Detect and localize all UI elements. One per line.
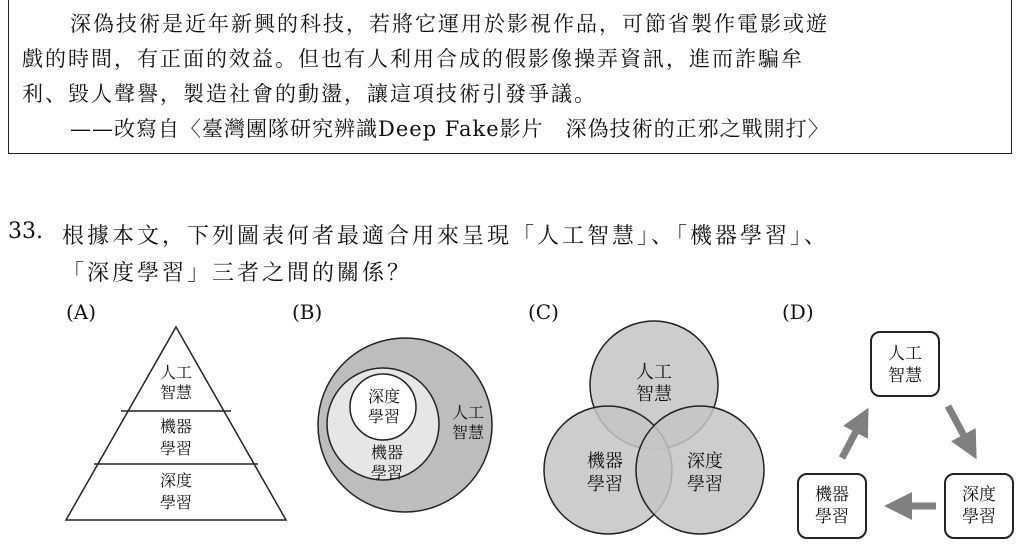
option-a-bottom-line-2: 學習	[159, 493, 193, 512]
option-b-outer-line-2: 智慧	[451, 423, 485, 442]
option-d-top-line-1: 人工	[888, 344, 922, 364]
question-line-2: 「深度學習」三者之間的關係？	[62, 261, 413, 286]
option-c-right-line-2: 學習	[687, 474, 723, 495]
option-a-label: (A)	[66, 300, 97, 324]
option-b-middle-line-1: 機器	[370, 443, 404, 462]
question-number: 33.	[8, 219, 43, 244]
option-d-left-line-2: 學習	[815, 507, 849, 527]
option-b-inner-line-1: 深度	[367, 387, 401, 406]
arrow-left-to-top	[842, 420, 862, 458]
option-c-left-line-2: 學習	[587, 474, 623, 495]
option-d-label: (D)	[782, 300, 814, 324]
option-d-right-line-1: 深度	[962, 485, 996, 505]
option-c-label: (C)	[528, 300, 559, 324]
option-b-outer-line-1: 人工	[451, 403, 485, 422]
option-a-top-line-1: 人工	[159, 363, 193, 382]
option-c-venn	[544, 321, 764, 534]
option-b-inner-line-2: 學習	[367, 407, 401, 426]
option-a-mid-line-1: 機器	[159, 417, 193, 436]
option-b-middle-line-2: 學習	[370, 463, 404, 482]
option-d-left-line-1: 機器	[815, 485, 849, 505]
option-c-top-line-2: 智慧	[636, 384, 672, 405]
question-line-1: 根據本文，下列圖表何者最適合用來呈現「人工智慧」、「機器學習」、	[62, 224, 830, 249]
option-c-right-line-1: 深度	[687, 451, 723, 472]
option-d-right-line-2: 學習	[962, 507, 996, 527]
option-c-top-line-1: 人工	[636, 362, 672, 383]
passage-source: ——改寫自〈臺灣團隊研究辨識Deep Fake影片 深偽技術的正邪之戰開打〉	[70, 117, 830, 141]
passage-line-2: 戲的時間，有正面的效益。但也有人利用合成的假影像操弄資訊，進而詐騙牟	[22, 47, 804, 71]
option-d-top-line-2: 智慧	[888, 366, 922, 386]
option-a-top-line-2: 智慧	[159, 383, 193, 402]
option-c-left-line-1: 機器	[587, 451, 623, 472]
option-a-bottom-line-1: 深度	[159, 471, 193, 490]
arrow-top-to-right	[948, 406, 970, 447]
passage-line-3: 利、毀人聲譽，製造社會的動盪，讓這項技術引發爭議。	[22, 82, 597, 106]
option-a-mid-line-2: 學習	[159, 439, 193, 458]
option-b-label: (B)	[292, 300, 323, 324]
passage-line-1: 深偽技術是近年新興的科技，若將它運用於影視作品，可節省製作電影或遊	[70, 12, 829, 36]
